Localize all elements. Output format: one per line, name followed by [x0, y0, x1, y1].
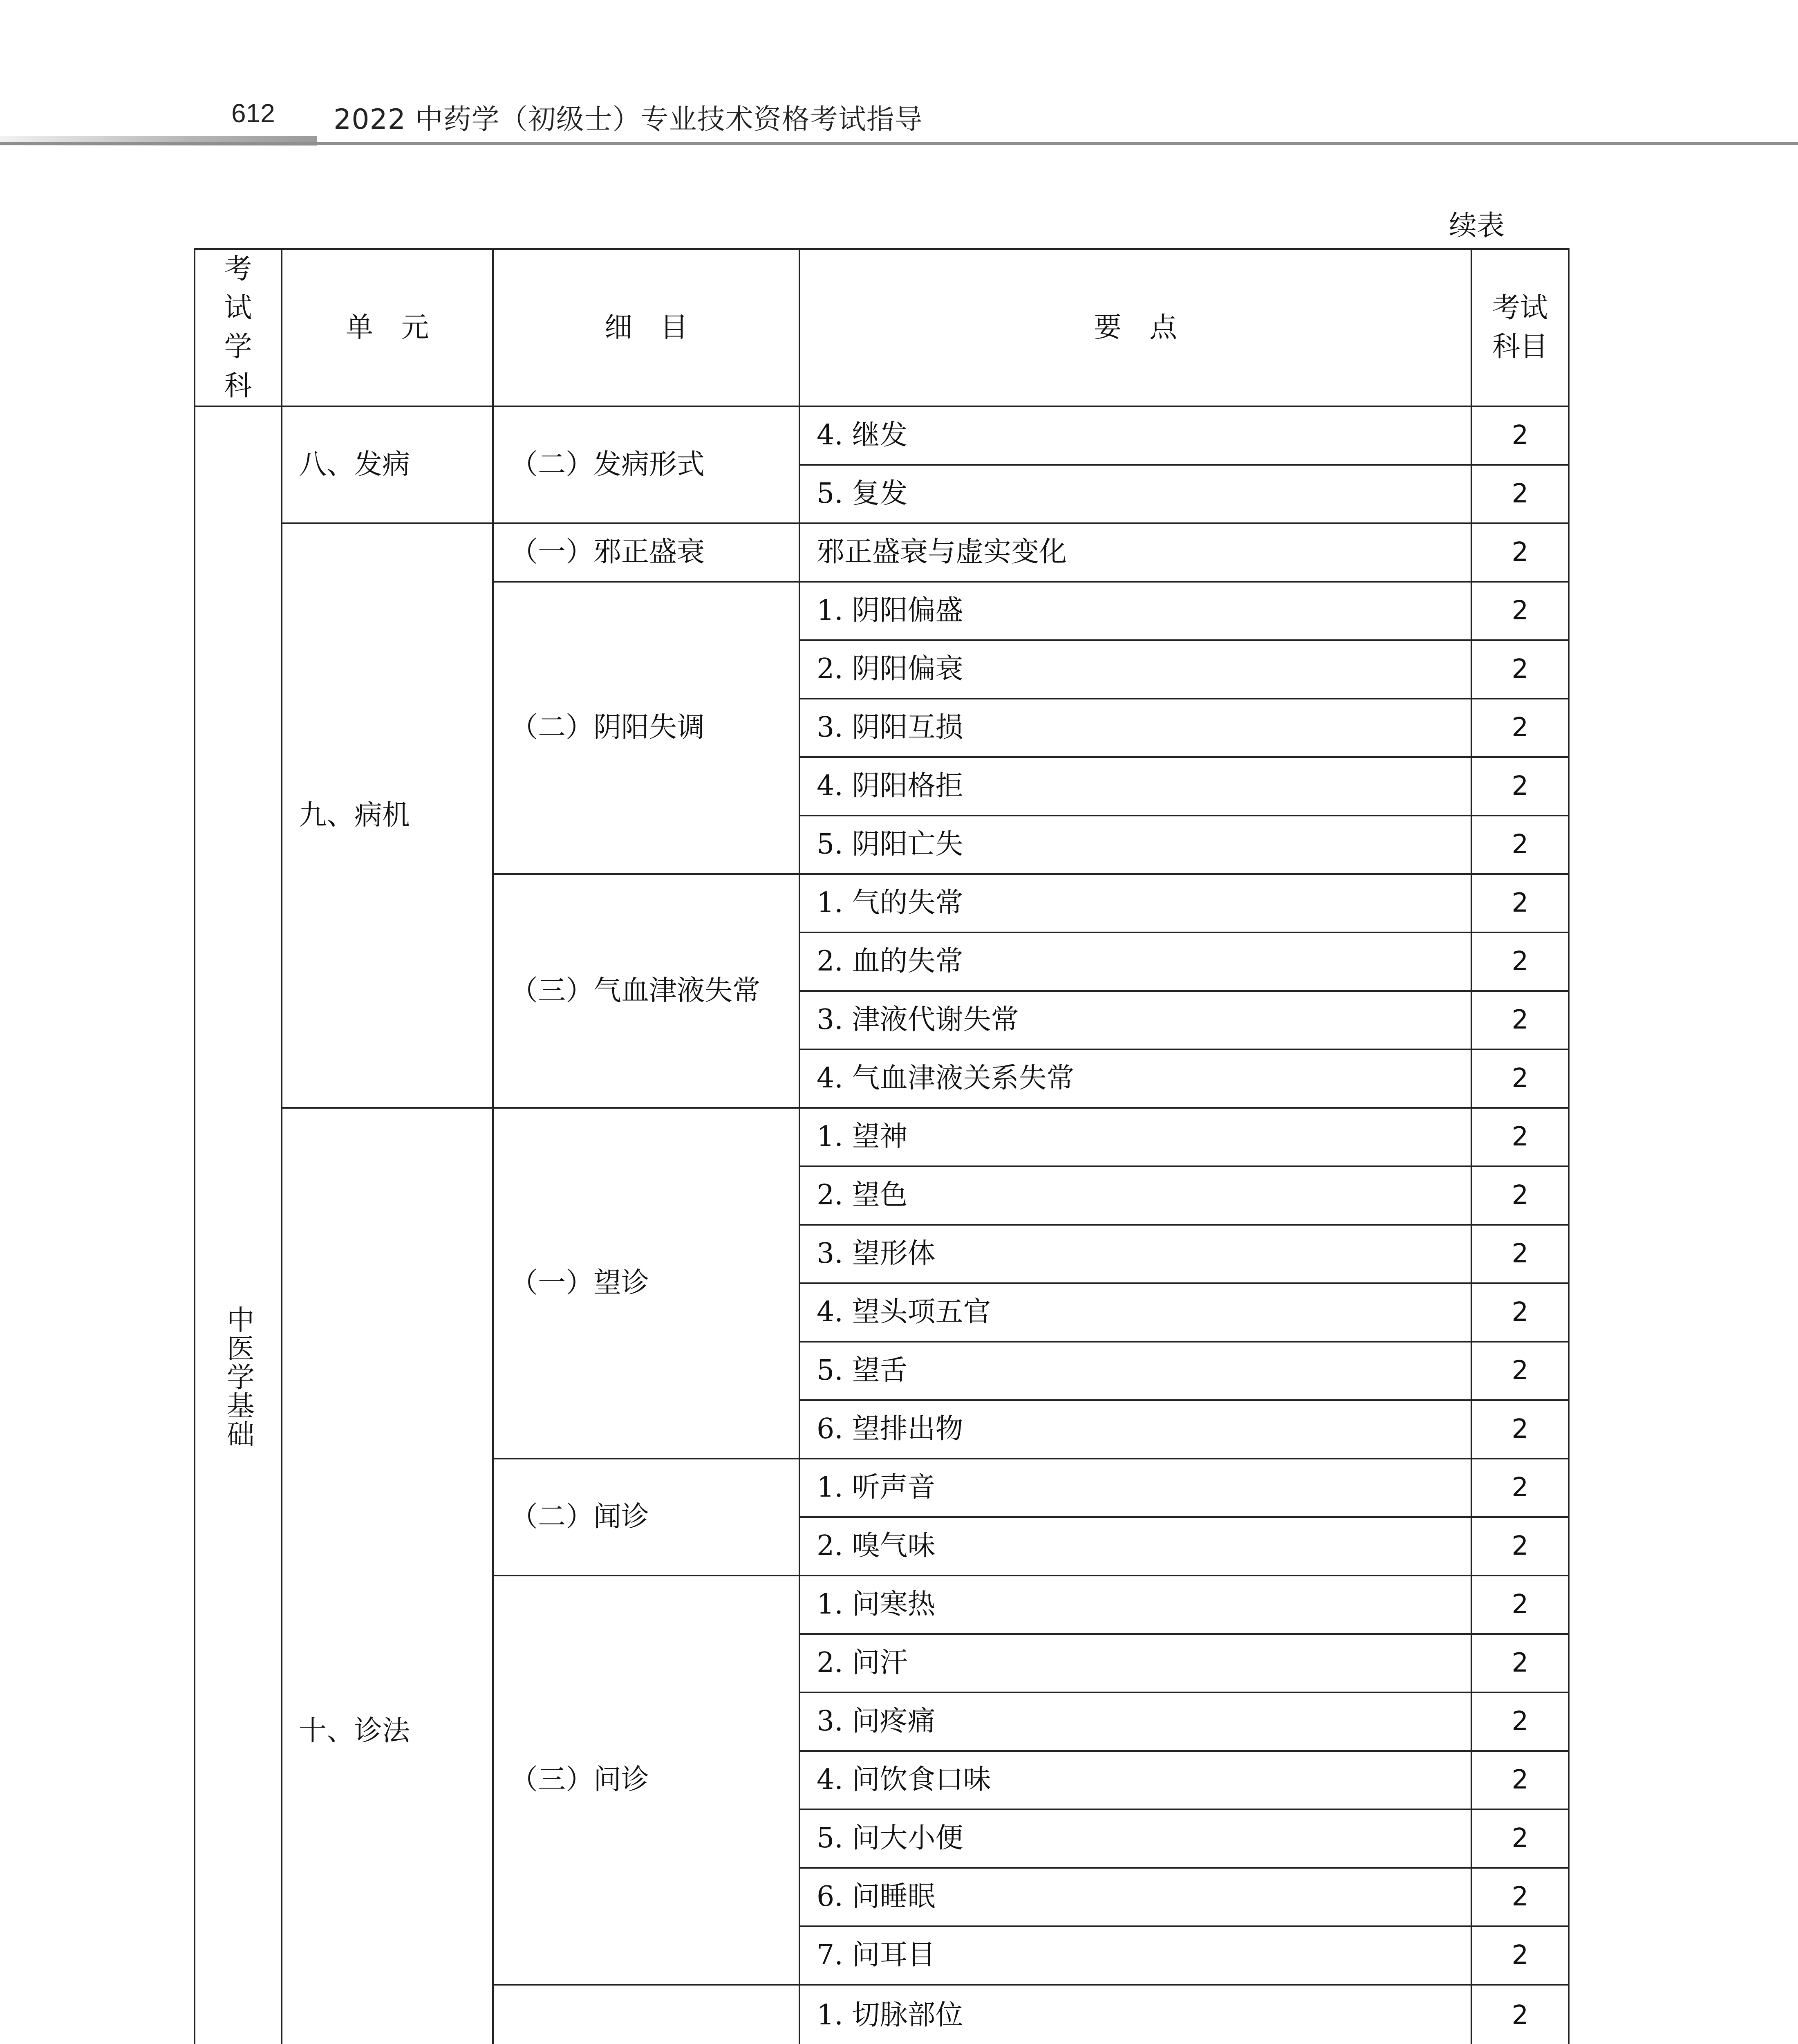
exam-code-cell: 2 [1471, 1634, 1569, 1692]
exam-code-cell: 2 [1471, 1108, 1569, 1166]
table-header-row [195, 249, 1569, 406]
point-cell: 1. 问寒热 [799, 1576, 1471, 1634]
point-cell: 7. 问耳目 [799, 1926, 1471, 1985]
header-item: 细 目 [493, 249, 799, 406]
point-cell: 2. 嗅气味 [799, 1517, 1471, 1576]
item-cell: （三）气血津液失常 [493, 874, 799, 1108]
subject-cell: 中医学基础 [195, 406, 282, 2044]
point-cell: 邪正盛衰与虚实变化 [799, 523, 1471, 582]
header-unit: 单 元 [282, 249, 493, 406]
exam-code-cell: 2 [1471, 991, 1569, 1049]
item-cell [493, 1985, 799, 2044]
point-cell: 1. 望神 [799, 1108, 1471, 1166]
exam-code-cell: 2 [1471, 582, 1569, 640]
point-cell: 2. 阴阳偏衰 [799, 640, 1471, 699]
exam-code-cell: 2 [1471, 1400, 1569, 1459]
exam-code-cell: 2 [1471, 1809, 1569, 1868]
point-cell: 4. 问饮食口味 [799, 1751, 1471, 1809]
point-cell: 6. 问睡眠 [799, 1868, 1471, 1926]
table-row [195, 406, 1569, 465]
unit-cell: 八、发病 [282, 406, 493, 523]
point-cell: 3. 阴阳互损 [799, 699, 1471, 757]
point-cell: 2. 望色 [799, 1166, 1471, 1225]
item-cell: （一）邪正盛衰 [493, 523, 799, 582]
exam-code-cell: 2 [1471, 640, 1569, 699]
exam-code-cell: 2 [1471, 1576, 1569, 1634]
point-cell: 3. 津液代谢失常 [799, 991, 1471, 1049]
point-cell: 4. 望头项五官 [799, 1283, 1471, 1342]
continued-label: 续表 [1449, 210, 1505, 242]
item-cell: （二）阴阳失调 [493, 582, 799, 874]
item-cell: （二）闻诊 [493, 1459, 799, 1576]
exam-code-cell: 2 [1471, 932, 1569, 991]
exam-code-cell: 2 [1471, 523, 1569, 582]
point-cell: 1. 阴阳偏盛 [799, 582, 1471, 640]
syllabus-table [194, 248, 1570, 2044]
page-number: 612 [231, 99, 275, 128]
exam-code-cell: 2 [1471, 1342, 1569, 1400]
point-cell: 2. 问汗 [799, 1634, 1471, 1692]
exam-code-cell: 2 [1471, 1868, 1569, 1926]
exam-code-cell: 2 [1471, 1049, 1569, 1108]
point-cell: 5. 望舌 [799, 1342, 1471, 1400]
point-cell: 4. 阴阳格拒 [799, 757, 1471, 816]
exam-code-cell: 2 [1471, 406, 1569, 465]
item-cell: （三）问诊 [493, 1576, 799, 1985]
exam-code-cell: 2 [1471, 816, 1569, 874]
point-cell: 1. 气的失常 [799, 874, 1471, 932]
table-row [195, 1108, 1569, 1166]
point-cell: 4. 继发 [799, 406, 1471, 465]
point-cell: 3. 问疼痛 [799, 1692, 1471, 1751]
point-cell: 5. 复发 [799, 465, 1471, 523]
point-cell: 5. 问大小便 [799, 1809, 1471, 1868]
item-cell: （一）望诊 [493, 1108, 799, 1459]
exam-code-cell: 2 [1471, 1283, 1569, 1342]
exam-code-cell: 2 [1471, 1225, 1569, 1283]
point-cell: 2. 血的失常 [799, 932, 1471, 991]
header-rule [0, 142, 1798, 145]
book-title: 2022 中药学（初级士）专业技术资格考试指导 [334, 103, 923, 136]
exam-code-cell: 2 [1471, 1166, 1569, 1225]
point-cell: 3. 望形体 [799, 1225, 1471, 1283]
exam-code-cell: 2 [1471, 1926, 1569, 1985]
point-cell: 5. 阴阳亡失 [799, 816, 1471, 874]
unit-cell: 十、诊法 [282, 1108, 493, 2044]
exam-code-cell: 2 [1471, 874, 1569, 932]
exam-code-cell: 2 [1471, 1751, 1569, 1809]
point-cell: 6. 望排出物 [799, 1400, 1471, 1459]
header-exam: 考试 科目 [1471, 249, 1569, 406]
header-subject: 考试 学科 [195, 249, 282, 406]
exam-code-cell: 2 [1471, 1692, 1569, 1751]
unit-cell: 九、病机 [282, 523, 493, 1108]
exam-code-cell: 2 [1471, 1459, 1569, 1517]
point-cell: 1. 切脉部位 [799, 1985, 1471, 2044]
item-cell: （二）发病形式 [493, 406, 799, 523]
exam-code-cell: 2 [1471, 699, 1569, 757]
exam-code-cell: 2 [1471, 757, 1569, 816]
exam-code-cell: 2 [1471, 1517, 1569, 1576]
exam-code-cell: 2 [1471, 1985, 1569, 2044]
header-point: 要 点 [799, 249, 1471, 406]
point-cell: 1. 听声音 [799, 1459, 1471, 1517]
table-row [195, 523, 1569, 582]
exam-code-cell: 2 [1471, 465, 1569, 523]
point-cell: 4. 气血津液关系失常 [799, 1049, 1471, 1108]
